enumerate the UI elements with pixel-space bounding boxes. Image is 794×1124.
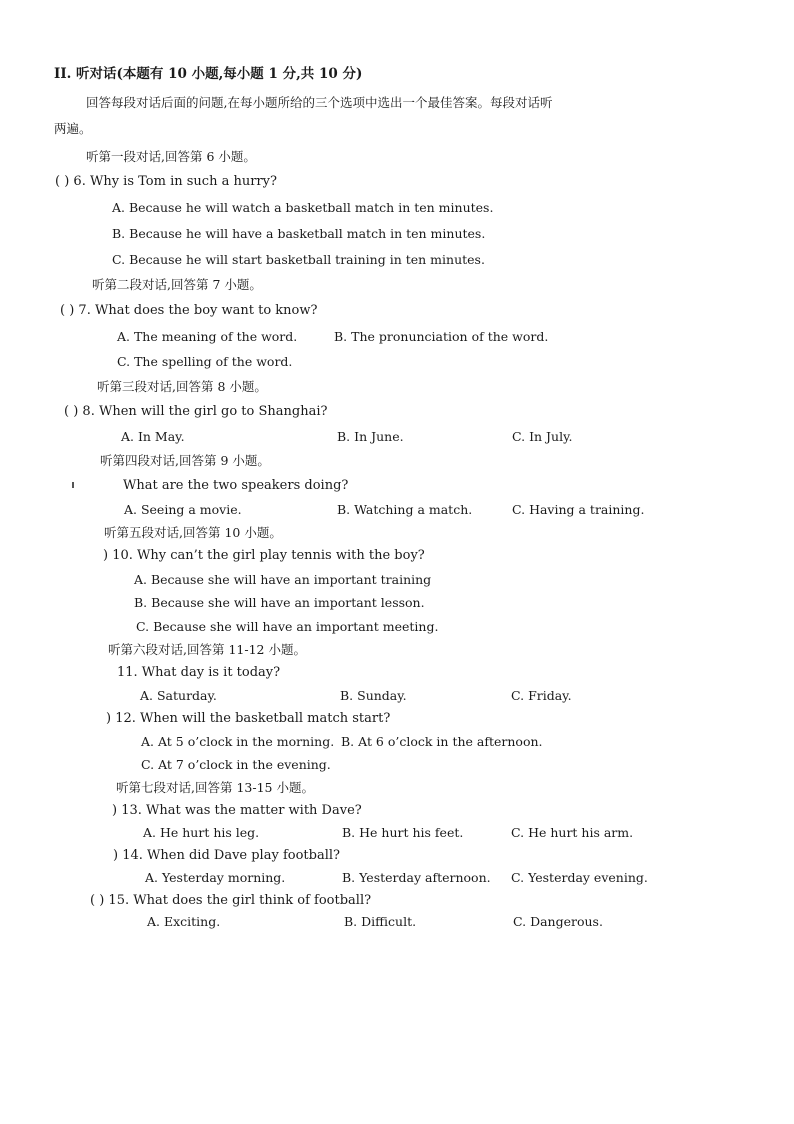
q14-option-b: B. Yesterday afternoon. [342, 870, 491, 885]
q8-option-a: A. In May. [121, 429, 185, 444]
question-12 [106, 711, 390, 727]
block-2-header: 听第二段对话,回答第 7 小题。 [92, 277, 262, 292]
question-text: 14. When did Dave play football? [122, 848, 340, 863]
instruction-line-1: 回答每段对话后面的问题,在每小题所给的三个选项中选出一个最佳答案。每段对话听 [86, 95, 553, 110]
q15-option-b: B. Difficult. [344, 914, 417, 929]
q10-option-b: B. Because she will have an important lesson. [134, 595, 425, 610]
q14-option-c: C. Yesterday evening. [511, 870, 648, 885]
q13-option-c: C. He hurt his arm. [511, 825, 634, 840]
question-14 [113, 848, 340, 864]
question-15 [90, 893, 371, 909]
q7-option-a: A. The meaning of the word. [117, 329, 298, 344]
instruction-line-2: 两遍。 [54, 121, 92, 136]
answer-bracket[interactable]: ) [103, 548, 113, 563]
question-text: 11. What day is it today? [117, 665, 281, 680]
q15-option-c: C. Dangerous. [513, 914, 603, 929]
block-6-header: 听第六段对话,回答第 11-12 小题。 [108, 642, 306, 657]
q13-option-a: A. He hurt his leg. [143, 825, 260, 840]
q8-option-c: C. In July. [512, 429, 573, 444]
question-9 [123, 478, 348, 494]
q11-option-b: B. Sunday. [340, 688, 407, 703]
answer-bracket[interactable]: ( ) [90, 893, 109, 908]
question-text: 13. What was the matter with Dave? [121, 803, 362, 818]
q10-option-c: C. Because she will have an important meeting. [136, 619, 439, 634]
q12-option-c: C. At 7 o’clock in the evening. [141, 757, 331, 772]
q6-option-a: A. Because he will watch a basketball match in ten minutes. [112, 200, 494, 215]
question-text: What are the two speakers doing? [123, 478, 349, 493]
question-text: 12. When will the basketball match start? [115, 711, 391, 726]
answer-bracket[interactable]: ( ) [55, 174, 74, 189]
block-4-header: 听第四段对话,回答第 9 小题。 [100, 453, 270, 468]
q6-option-b: B. Because he will have a basketball match in ten minutes. [112, 226, 486, 241]
answer-bracket[interactable]: ) [106, 711, 116, 726]
q13-option-b: B. He hurt his feet. [342, 825, 464, 840]
question-text: 8. When will the girl go to Shanghai? [82, 404, 328, 419]
answer-bracket[interactable]: ) [113, 848, 123, 863]
q14-option-a: A. Yesterday morning. [145, 870, 286, 885]
q7-option-b: B. The pronunciation of the word. [334, 329, 549, 344]
question-text: 15. What does the girl think of football? [108, 893, 372, 908]
answer-bracket[interactable]: ( ) [60, 303, 79, 318]
q11-option-a: A. Saturday. [140, 688, 217, 703]
block-7-header: 听第七段对话,回答第 13-15 小题。 [116, 780, 314, 795]
q9-option-c: C. Having a training. [512, 502, 645, 517]
answer-bracket[interactable]: ( ) [64, 404, 83, 419]
question-text: 6. Why is Tom in such a hurry? [73, 174, 277, 189]
question-11 [117, 665, 280, 681]
question-6 [55, 174, 277, 190]
question-text: 7. What does the boy want to know? [78, 303, 318, 318]
q9-option-b: B. Watching a match. [337, 502, 473, 517]
question-7 [60, 303, 317, 319]
q12-option-b: B. At 6 o’clock in the afternoon. [341, 734, 543, 749]
block-3-header: 听第三段对话,回答第 8 小题。 [97, 379, 267, 394]
q8-option-b: B. In June. [337, 429, 404, 444]
block-5-header: 听第五段对话,回答第 10 小题。 [104, 525, 282, 540]
q11-option-c: C. Friday. [511, 688, 572, 703]
question-10 [103, 548, 425, 564]
q10-option-a: A. Because she will have an important training [134, 572, 432, 587]
question-13 [112, 803, 362, 819]
q15-option-a: A. Exciting. [147, 914, 221, 929]
answer-bracket[interactable]: ) [112, 803, 122, 818]
scan-speck [72, 482, 74, 488]
question-8 [64, 404, 327, 420]
q7-option-c: C. The spelling of the word. [117, 354, 293, 369]
question-text: 10. Why can’t the girl play tennis with the boy? [112, 548, 425, 563]
block-1-header: 听第一段对话,回答第 6 小题。 [86, 149, 256, 164]
q6-option-c: C. Because he will start basketball training in ten minutes. [112, 252, 485, 267]
q9-option-a: A. Seeing a movie. [124, 502, 242, 517]
section-title: II. 听对话(本题有 10 小题,每小题 1 分,共 10 分) [54, 66, 363, 82]
q12-option-a: A. At 5 o’clock in the morning. [141, 734, 335, 749]
